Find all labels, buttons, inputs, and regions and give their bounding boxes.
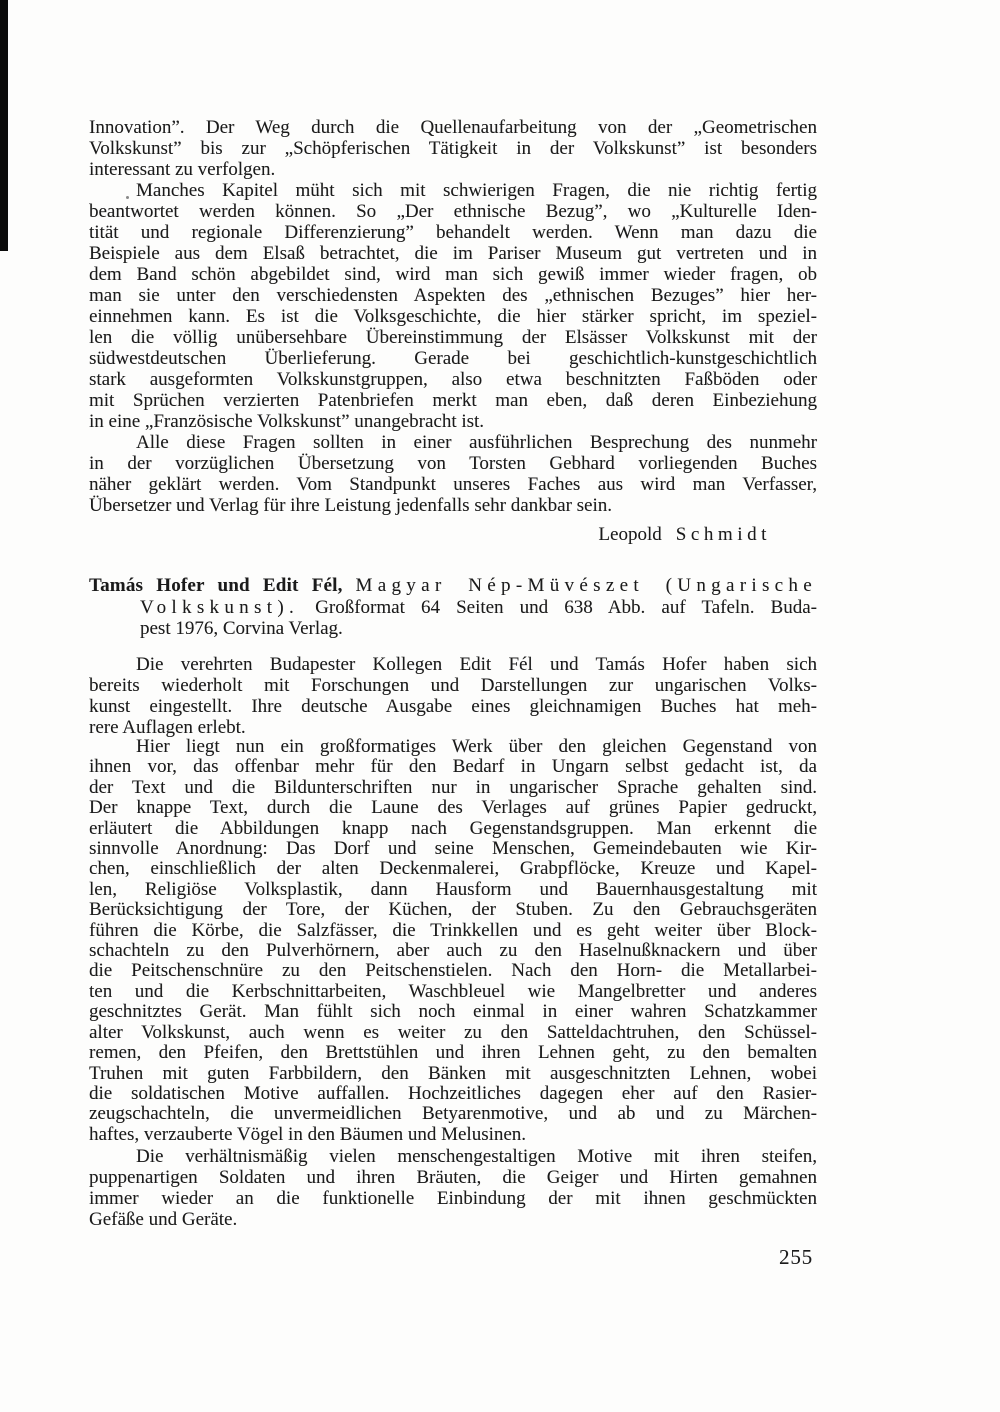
text-line: mit Sprüchen verzierten Patenbriefen merkt man eben, daß deren Einbeziehung (89, 390, 817, 411)
body-paragraph (89, 432, 817, 516)
text-line: Alle diese Fragen sollten in einer ausführlichen Besprechung des nunmehr (136, 432, 817, 453)
review-paragraph-1 (89, 654, 817, 738)
text-line: Die verhältnismäßig vielen menschengestaltigen Motive mit ihren steifen, (136, 1146, 817, 1167)
body-paragraph (89, 117, 817, 180)
heading-title-part1: Magyar Nép-Müvészet (Ungarische (355, 575, 818, 596)
text-line: geschnitztes Gerät. Man fühlt sich noch einmal in einer wahren Schatzkammer (89, 1001, 817, 1023)
text-line: erläutert die Abbildungen knapp nach Gegenstandsgruppen. Man erkennt die (89, 817, 817, 839)
heading-line (89, 597, 817, 619)
text-line: Gefäße und Geräte. (89, 1209, 238, 1230)
body-paragraph (89, 180, 817, 432)
text-line: bereits wiederholt mit Forschungen und Darstellungen zur ungarischen Volks- (89, 675, 817, 696)
text-line: stark ausgeformten Volkskunstgruppen, also etwa beschnitzten Faßböden oder (89, 369, 817, 390)
text-line: kunst eingestellt. Ihre deutsche Ausgabe eines gleichnamigen Buches hat meh- (89, 696, 817, 717)
heading-imprint-part1: Großformat 64 Seiten und 638 Abb. auf Tafeln. Buda- (315, 596, 817, 618)
text-line: tität und regionale Differenzierung” behandelt werden. Wenn man dazu die (89, 222, 817, 243)
text-line: Beispiele aus dem Elsaß betrachtet, die im Pariser Museum gut vertreten und in (89, 243, 817, 264)
text-line: beantwortet werden können. So „Der ethnische Bezug”, wo „Kulturelle Iden- (89, 201, 817, 222)
text-line: len, Religiöse Volksplastik, dann Hausform und Bauernhausgestaltung mit (89, 878, 817, 900)
text-line: führen die Körbe, die Salzfässer, die Trinkkellen und es geht weiter über Block- (89, 919, 817, 941)
heading-line (89, 575, 817, 597)
text-line: Übersetzer und Verlag für ihre Leistung jedenfalls sehr dankbar sein. (89, 495, 613, 516)
text-line: Hier liegt nun ein großformatiges Werk über den gleichen Gegenstand von (136, 736, 817, 757)
text-line: die soldatischen Motive auffallen. Hochzeitliches dagegen eher auf den Rasier- (89, 1082, 817, 1104)
text-line: Manches Kapitel müht sich mit schwierigen Fragen, die nie richtig fertig (136, 180, 817, 201)
body-paragraph (89, 654, 817, 738)
text-line: die Peitschenschnüre zu den Peitschenstielen. Nach den Horn- die Metallarbei- (89, 960, 817, 982)
text-line: Innovation”. Der Weg durch die Quellenaufarbeitung von der „Geometrischen (89, 117, 817, 138)
text-line: immer wieder an die funktionelle Einbindung der mit ihnen geschmückten (89, 1188, 817, 1209)
text-line: chen, einschließlich der alten Deckenmalerei, Grabpflöcke, Kreuze und Kapel- (89, 858, 817, 880)
heading-title-part2: Volkskunst). (140, 596, 300, 618)
previous-review-text (89, 117, 817, 545)
reviewer-first-name: Leopold (598, 524, 662, 545)
text-line: man sie unter den verschiedensten Aspekten des „ethnischen Bezuges” hier her- (89, 285, 817, 306)
text-line: näher geklärt werden. Vom Standpunkt unseres Faches aus wird man Verfasser, (89, 474, 817, 495)
text-line: Der knappe Text, durch die Laune des Verlages auf grünes Papier gedruckt, (89, 797, 817, 819)
body-paragraph (89, 1146, 817, 1230)
text-line: schachteln zu den Pulverhörnern, aber auch zu den Haselnußknackern und über (89, 940, 817, 962)
text-line: haftes, verzauberte Vögel in den Bäumen und Melusinen. (89, 1123, 527, 1145)
text-line: len die völlig unübersehbare Übereinstimmung der Elsässer Volkskunst mit der (89, 327, 817, 348)
text-line: ihnen vor, das offenbar mehr für den Bedarf in Ungarn selbst gedacht ist, da (89, 756, 817, 778)
book-review-heading (89, 575, 817, 640)
scan-edge-artifact (0, 0, 8, 251)
text-line: in der vorzüglichen Übersetzung von Torsten Gebhard vorliegenden Buches (89, 453, 817, 474)
heading-imprint-part2: pest 1976, Corvina Verlag. (140, 618, 343, 639)
text-line: der Text und die Bildunterschriften nur in ungarischer Sprache gehalten sind. (89, 776, 817, 798)
page-number: 255 (779, 1245, 814, 1269)
text-line: remen, den Pfeifen, den Brettstühlen und ihren Lehnen geht, zu den bemalten (89, 1042, 817, 1064)
review-paragraph-2 (89, 737, 817, 1145)
heading-authors: Tamás Hofer und Edit Fél, (89, 575, 343, 596)
review-paragraph-3 (89, 1146, 817, 1230)
text-line: Berücksichtigung der Tore, der Küchen, der Stuben. Zu den Gebrauchsgeräten (89, 899, 817, 921)
text-line: Volkskunst” bis zur „Schöpferischen Tätigkeit in der Volkskunst” ist besonders (89, 138, 817, 159)
text-line: zeugschachteln, die unvermeidlichen Betyarenmotive, und ab und zu Märchen- (89, 1103, 817, 1125)
text-line: puppenartigen Soldaten und ihren Bräuten, die Geiger und Hirten gemahnen (89, 1167, 817, 1188)
reviewer-surname: Schmidt (675, 524, 771, 545)
text-line: sinnvolle Anordnung: Das Dorf und seine Menschen, Gemeindebauten wie Kir- (89, 838, 817, 860)
text-line: rere Auflagen erlebt. (89, 717, 246, 738)
body-paragraph (89, 737, 817, 1145)
text-line: südwestdeutschen Überlieferung. Gerade bei geschichtlich-kunstgeschichtlich (89, 348, 817, 369)
text-line: in eine „Französische Volkskunst” unangebracht ist. (89, 411, 485, 432)
text-line: Die verehrten Budapester Kollegen Edit Fél und Tamás Hofer haben sich (136, 654, 817, 675)
heading-line (89, 618, 817, 640)
text-line: alter Volkskunst, auch wenn es weiter zu den Satteldachtruhen, den Schüssel- (89, 1021, 817, 1043)
reviewer-signature (89, 524, 817, 545)
text-line: einnehmen kann. Es ist die Volksgeschichte, die hier stärker spricht, im speziel- (89, 306, 817, 327)
text-line: interessant zu verfolgen. (89, 159, 276, 180)
text-line: ten und die Kerbschnittarbeiten, Waschbleuel wie Mangelbretter und anderes (89, 980, 817, 1002)
text-line: dem Band schön abgebildet sind, wird man sich gewiß immer wieder fragen, ob (89, 264, 817, 285)
text-line: Truhen mit guten Farbbildern, den Bänken mit ausgeschnitzten Lehnen, wobei (89, 1062, 817, 1084)
